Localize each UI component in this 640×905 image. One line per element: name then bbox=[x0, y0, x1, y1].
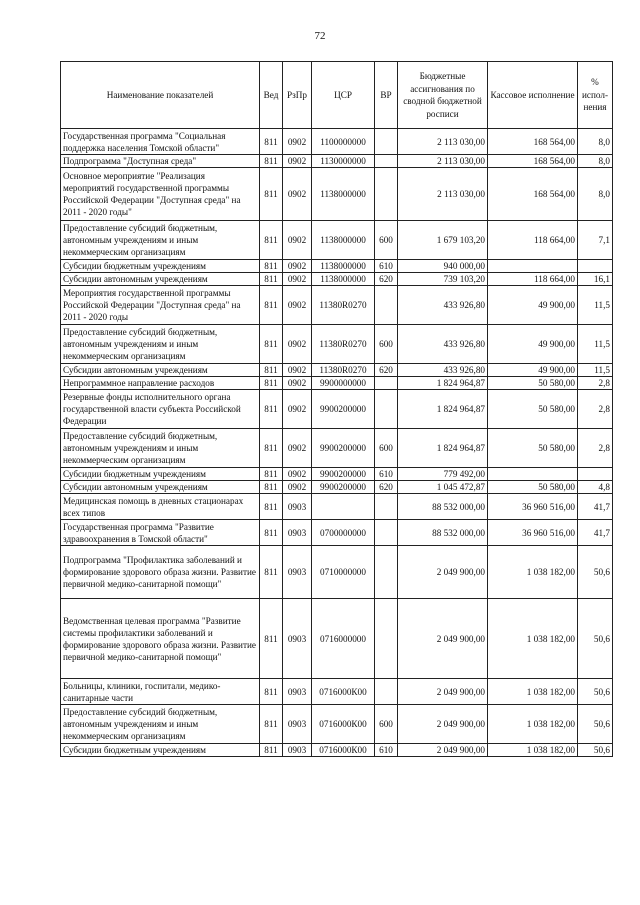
row-budget-cell: 2 049 900,00 bbox=[398, 744, 488, 757]
row-name-cell: Мероприятия государственной программы Российской Федерации "Доступная среда" на 2011 - 2020 годы bbox=[61, 286, 260, 325]
row-vr-cell: 620 bbox=[375, 273, 398, 286]
row-csr-cell: 0710000000 bbox=[312, 546, 375, 599]
row-percent-cell: 2,8 bbox=[578, 377, 613, 390]
row-budget-cell: 2 049 900,00 bbox=[398, 546, 488, 599]
row-budget-cell: 433 926,80 bbox=[398, 325, 488, 364]
row-percent-cell: 50,6 bbox=[578, 599, 613, 679]
row-rzpr-cell: 0902 bbox=[283, 481, 312, 494]
row-cash-cell: 1 038 182,00 bbox=[488, 679, 578, 705]
table-row bbox=[61, 520, 613, 546]
row-ved-cell: 811 bbox=[260, 364, 283, 377]
row-name-cell: Резервные фонды исполнительного органа государственной власти субъекта Российской Федерации bbox=[61, 390, 260, 429]
row-budget-cell: 2 049 900,00 bbox=[398, 599, 488, 679]
row-rzpr-cell: 0903 bbox=[283, 679, 312, 705]
table-row bbox=[61, 364, 613, 377]
table-body bbox=[61, 129, 613, 757]
row-cash-cell: 118 664,00 bbox=[488, 273, 578, 286]
row-percent-cell: 16,1 bbox=[578, 273, 613, 286]
table-row bbox=[61, 546, 613, 599]
row-ved-cell: 811 bbox=[260, 221, 283, 260]
row-rzpr-cell: 0903 bbox=[283, 599, 312, 679]
row-vr-cell: 600 bbox=[375, 429, 398, 468]
row-ved-cell: 811 bbox=[260, 155, 283, 168]
row-vr-cell bbox=[375, 168, 398, 221]
row-budget-cell: 1 824 964,87 bbox=[398, 390, 488, 429]
row-rzpr-cell: 0903 bbox=[283, 546, 312, 599]
table-row bbox=[61, 481, 613, 494]
header-percent: % испол-нения bbox=[578, 62, 613, 129]
table-row bbox=[61, 221, 613, 260]
row-vr-cell: 620 bbox=[375, 481, 398, 494]
row-percent-cell: 50,6 bbox=[578, 705, 613, 744]
row-ved-cell: 811 bbox=[260, 494, 283, 520]
row-ved-cell: 811 bbox=[260, 468, 283, 481]
row-name-cell: Субсидии автономным учреждениям bbox=[61, 273, 260, 286]
row-ved-cell: 811 bbox=[260, 325, 283, 364]
row-percent-cell: 2,8 bbox=[578, 390, 613, 429]
row-budget-cell: 88 532 000,00 bbox=[398, 520, 488, 546]
header-csr: ЦСР bbox=[312, 62, 375, 129]
row-percent-cell: 4,8 bbox=[578, 481, 613, 494]
row-csr-cell: 9900000000 bbox=[312, 377, 375, 390]
row-ved-cell: 811 bbox=[260, 168, 283, 221]
row-percent-cell: 8,0 bbox=[578, 129, 613, 155]
row-cash-cell: 49 900,00 bbox=[488, 286, 578, 325]
row-name-cell: Государственная программа "Социальная поддержка населения Томской области" bbox=[61, 129, 260, 155]
row-budget-cell: 2 113 030,00 bbox=[398, 168, 488, 221]
row-ved-cell: 811 bbox=[260, 546, 283, 599]
row-cash-cell: 1 038 182,00 bbox=[488, 744, 578, 757]
row-percent-cell: 11,5 bbox=[578, 325, 613, 364]
row-budget-cell: 2 113 030,00 bbox=[398, 155, 488, 168]
table-header-row bbox=[61, 62, 613, 129]
row-rzpr-cell: 0902 bbox=[283, 129, 312, 155]
row-ved-cell: 811 bbox=[260, 286, 283, 325]
row-csr-cell: 9900200000 bbox=[312, 481, 375, 494]
row-cash-cell bbox=[488, 260, 578, 273]
page-number: 72 bbox=[314, 30, 326, 42]
row-ved-cell: 811 bbox=[260, 390, 283, 429]
row-vr-cell bbox=[375, 494, 398, 520]
row-rzpr-cell: 0902 bbox=[283, 155, 312, 168]
row-name-cell: Субсидии бюджетным учреждениям bbox=[61, 468, 260, 481]
row-vr-cell: 610 bbox=[375, 468, 398, 481]
row-vr-cell bbox=[375, 546, 398, 599]
row-name-cell: Предоставление субсидий бюджетным, автономным учреждениям и иным некоммерческим организациям bbox=[61, 325, 260, 364]
row-cash-cell: 49 900,00 bbox=[488, 325, 578, 364]
row-budget-cell: 2 049 900,00 bbox=[398, 705, 488, 744]
row-percent-cell: 50,6 bbox=[578, 744, 613, 757]
table-row bbox=[61, 429, 613, 468]
row-ved-cell: 811 bbox=[260, 705, 283, 744]
row-percent-cell: 41,7 bbox=[578, 494, 613, 520]
row-vr-cell: 600 bbox=[375, 221, 398, 260]
row-rzpr-cell: 0903 bbox=[283, 494, 312, 520]
row-vr-cell: 620 bbox=[375, 364, 398, 377]
row-name-cell: Государственная программа "Развитие здравоохранения в Томской области" bbox=[61, 520, 260, 546]
row-cash-cell: 1 038 182,00 bbox=[488, 705, 578, 744]
row-csr-cell: 9900200000 bbox=[312, 390, 375, 429]
row-vr-cell: 610 bbox=[375, 744, 398, 757]
row-rzpr-cell: 0902 bbox=[283, 286, 312, 325]
row-name-cell: Субсидии автономным учреждениям bbox=[61, 364, 260, 377]
row-cash-cell: 49 900,00 bbox=[488, 364, 578, 377]
row-cash-cell: 50 580,00 bbox=[488, 377, 578, 390]
header-vr: ВР bbox=[375, 62, 398, 129]
row-budget-cell: 1 824 964,87 bbox=[398, 377, 488, 390]
table-row bbox=[61, 155, 613, 168]
row-percent-cell: 7,1 bbox=[578, 221, 613, 260]
row-vr-cell bbox=[375, 377, 398, 390]
row-ved-cell: 811 bbox=[260, 744, 283, 757]
row-ved-cell: 811 bbox=[260, 679, 283, 705]
row-csr-cell: 0716000К00 bbox=[312, 705, 375, 744]
row-csr-cell: 0716000000 bbox=[312, 599, 375, 679]
row-name-cell: Предоставление субсидий бюджетным, автономным учреждениям и иным некоммерческим организациям bbox=[61, 705, 260, 744]
table-row bbox=[61, 168, 613, 221]
row-name-cell: Основное мероприятие "Реализация мероприятий государственной программы Российской Федерации "Доступная среда" на 2011 - 2020 годы" bbox=[61, 168, 260, 221]
row-percent-cell: 11,5 bbox=[578, 364, 613, 377]
row-name-cell: Непрограммное направление расходов bbox=[61, 377, 260, 390]
row-name-cell: Медицинская помощь в дневных стационарах всех типов bbox=[61, 494, 260, 520]
row-csr-cell: 0700000000 bbox=[312, 520, 375, 546]
row-budget-cell: 2 113 030,00 bbox=[398, 129, 488, 155]
row-rzpr-cell: 0903 bbox=[283, 520, 312, 546]
row-percent-cell bbox=[578, 260, 613, 273]
row-vr-cell bbox=[375, 390, 398, 429]
table-row bbox=[61, 705, 613, 744]
row-name-cell: Субсидии автономным учреждениям bbox=[61, 481, 260, 494]
row-rzpr-cell: 0902 bbox=[283, 468, 312, 481]
row-cash-cell: 50 580,00 bbox=[488, 481, 578, 494]
row-name-cell: Ведомственная целевая программа "Развитие системы профилактики заболеваний и формирование здорового образа жизни. Развитие первичной медико-санитарной помощи" bbox=[61, 599, 260, 679]
table-row bbox=[61, 744, 613, 757]
row-csr-cell: 1130000000 bbox=[312, 155, 375, 168]
header-rzpr: РзПр bbox=[283, 62, 312, 129]
row-rzpr-cell: 0902 bbox=[283, 325, 312, 364]
row-rzpr-cell: 0903 bbox=[283, 705, 312, 744]
row-vr-cell: 600 bbox=[375, 705, 398, 744]
row-percent-cell: 2,8 bbox=[578, 429, 613, 468]
table-row bbox=[61, 325, 613, 364]
row-rzpr-cell: 0902 bbox=[283, 377, 312, 390]
row-cash-cell: 118 664,00 bbox=[488, 221, 578, 260]
row-ved-cell: 811 bbox=[260, 273, 283, 286]
row-cash-cell: 168 564,00 bbox=[488, 129, 578, 155]
header-name: Наименование показателей bbox=[61, 62, 260, 129]
row-name-cell: Больницы, клиники, госпитали, медико-санитарные части bbox=[61, 679, 260, 705]
row-vr-cell bbox=[375, 155, 398, 168]
row-ved-cell: 811 bbox=[260, 429, 283, 468]
table-row bbox=[61, 599, 613, 679]
row-csr-cell: 0716000К00 bbox=[312, 679, 375, 705]
row-ved-cell: 811 bbox=[260, 377, 283, 390]
row-rzpr-cell: 0903 bbox=[283, 744, 312, 757]
table-row bbox=[61, 377, 613, 390]
row-name-cell: Подпрограмма "Профилактика заболеваний и формирование здорового образа жизни. Развитие первичной медико-санитарной помощи" bbox=[61, 546, 260, 599]
row-percent-cell: 50,6 bbox=[578, 546, 613, 599]
row-csr-cell: 1100000000 bbox=[312, 129, 375, 155]
table-row bbox=[61, 129, 613, 155]
row-percent-cell: 50,6 bbox=[578, 679, 613, 705]
row-name-cell: Субсидии бюджетным учреждениям bbox=[61, 260, 260, 273]
row-csr-cell: 11380R0270 bbox=[312, 286, 375, 325]
row-budget-cell: 779 492,00 bbox=[398, 468, 488, 481]
row-rzpr-cell: 0902 bbox=[283, 260, 312, 273]
row-cash-cell bbox=[488, 468, 578, 481]
row-rzpr-cell: 0902 bbox=[283, 221, 312, 260]
row-cash-cell: 1 038 182,00 bbox=[488, 599, 578, 679]
budget-execution-table bbox=[60, 61, 613, 757]
row-cash-cell: 50 580,00 bbox=[488, 429, 578, 468]
row-cash-cell: 50 580,00 bbox=[488, 390, 578, 429]
row-name-cell: Подпрограмма "Доступная среда" bbox=[61, 155, 260, 168]
row-percent-cell: 8,0 bbox=[578, 168, 613, 221]
row-budget-cell: 433 926,80 bbox=[398, 364, 488, 377]
row-cash-cell: 1 038 182,00 bbox=[488, 546, 578, 599]
row-csr-cell: 1138000000 bbox=[312, 273, 375, 286]
row-csr-cell: 1138000000 bbox=[312, 260, 375, 273]
row-rzpr-cell: 0902 bbox=[283, 429, 312, 468]
row-vr-cell: 600 bbox=[375, 325, 398, 364]
row-percent-cell bbox=[578, 468, 613, 481]
row-name-cell: Предоставление субсидий бюджетным, автономным учреждениям и иным некоммерческим организациям bbox=[61, 221, 260, 260]
header-budget: Бюджетные ассигнования по сводной бюджетной росписи bbox=[398, 62, 488, 129]
row-csr-cell: 9900200000 bbox=[312, 429, 375, 468]
row-budget-cell: 739 103,20 bbox=[398, 273, 488, 286]
row-ved-cell: 811 bbox=[260, 129, 283, 155]
row-name-cell: Субсидии бюджетным учреждениям bbox=[61, 744, 260, 757]
table-row bbox=[61, 468, 613, 481]
header-ved: Вед bbox=[260, 62, 283, 129]
row-ved-cell: 811 bbox=[260, 481, 283, 494]
row-vr-cell: 610 bbox=[375, 260, 398, 273]
row-percent-cell: 41,7 bbox=[578, 520, 613, 546]
row-cash-cell: 168 564,00 bbox=[488, 155, 578, 168]
table-row bbox=[61, 273, 613, 286]
row-budget-cell: 2 049 900,00 bbox=[398, 679, 488, 705]
row-vr-cell bbox=[375, 599, 398, 679]
row-csr-cell bbox=[312, 494, 375, 520]
row-rzpr-cell: 0902 bbox=[283, 273, 312, 286]
row-name-cell: Предоставление субсидий бюджетным, автономным учреждениям и иным некоммерческим организациям bbox=[61, 429, 260, 468]
row-csr-cell: 11380R0270 bbox=[312, 364, 375, 377]
row-csr-cell: 11380R0270 bbox=[312, 325, 375, 364]
row-budget-cell: 433 926,80 bbox=[398, 286, 488, 325]
row-vr-cell bbox=[375, 286, 398, 325]
row-ved-cell: 811 bbox=[260, 520, 283, 546]
row-csr-cell: 0716000К00 bbox=[312, 744, 375, 757]
row-budget-cell: 1 045 472,87 bbox=[398, 481, 488, 494]
row-budget-cell: 940 000,00 bbox=[398, 260, 488, 273]
row-ved-cell: 811 bbox=[260, 260, 283, 273]
table-row bbox=[61, 390, 613, 429]
row-vr-cell bbox=[375, 129, 398, 155]
row-csr-cell: 1138000000 bbox=[312, 221, 375, 260]
row-budget-cell: 1 824 964,87 bbox=[398, 429, 488, 468]
row-cash-cell: 168 564,00 bbox=[488, 168, 578, 221]
header-cash: Кассовое исполнение bbox=[488, 62, 578, 129]
row-vr-cell bbox=[375, 520, 398, 546]
row-rzpr-cell: 0902 bbox=[283, 390, 312, 429]
table-row bbox=[61, 286, 613, 325]
row-cash-cell: 36 960 516,00 bbox=[488, 520, 578, 546]
table-row bbox=[61, 679, 613, 705]
row-csr-cell: 1138000000 bbox=[312, 168, 375, 221]
row-rzpr-cell: 0902 bbox=[283, 168, 312, 221]
row-percent-cell: 8,0 bbox=[578, 155, 613, 168]
row-cash-cell: 36 960 516,00 bbox=[488, 494, 578, 520]
row-ved-cell: 811 bbox=[260, 599, 283, 679]
row-budget-cell: 1 679 103,20 bbox=[398, 221, 488, 260]
table-row bbox=[61, 494, 613, 520]
table-row bbox=[61, 260, 613, 273]
row-vr-cell bbox=[375, 679, 398, 705]
row-rzpr-cell: 0902 bbox=[283, 364, 312, 377]
row-csr-cell: 9900200000 bbox=[312, 468, 375, 481]
row-budget-cell: 88 532 000,00 bbox=[398, 494, 488, 520]
row-percent-cell: 11,5 bbox=[578, 286, 613, 325]
